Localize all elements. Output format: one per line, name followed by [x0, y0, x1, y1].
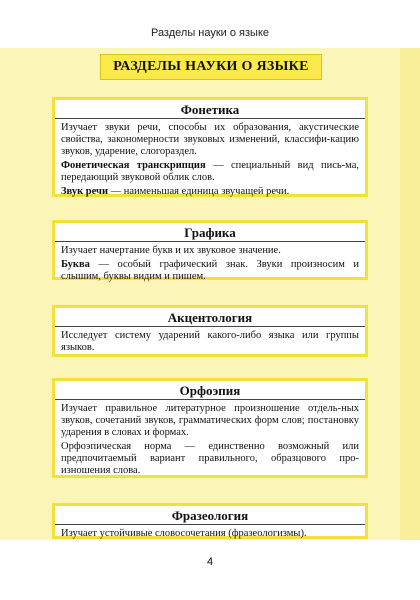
definition-text: — специальный вид пись-ма, передающий звуковой облик слов.	[61, 160, 360, 183]
running-head: Разделы науки о языке	[150, 27, 270, 39]
definition-text: — особый графический знак. Звуки произносим и слышим, буквы видим и пишем.	[61, 259, 359, 282]
page-number: 4	[206, 556, 214, 568]
section-card-orthoepy	[52, 378, 368, 478]
section-card-accentology	[52, 305, 368, 357]
section-text: Изучает начертание букв и их звуковое значение.	[61, 245, 281, 256]
section-heading: Графика	[55, 223, 365, 242]
definition-paragraph	[61, 160, 359, 184]
background-band-edge	[400, 48, 420, 540]
section-heading: Фразеология	[55, 506, 365, 525]
term: Звук речи	[61, 186, 108, 197]
section-text: Орфоэпическая норма — единственно возможный или предпочитаемый вариант правильного, образцового про-изношения слова.	[61, 441, 359, 476]
section-text: Изучает правильное литературное произношение отдель-ных звуков, сочетаний звуков, грамматических форм слов; постановку ударения в словах и формах.	[61, 403, 359, 438]
section-card-phraseology	[52, 503, 368, 539]
term: Буква	[61, 259, 90, 270]
term: Фонетическая транскрипция	[61, 160, 206, 171]
section-text: Изучает звуки речи, способы их образования, акустические свойства, закономерности звуковых изменений, классифи-кацию звуков, ударение, слогораздел.	[61, 122, 359, 157]
page-title: РАЗДЕЛЫ НАУКИ О ЯЗЫКЕ	[100, 54, 322, 80]
section-card-phonetics	[52, 97, 368, 197]
section-text: Изучает устойчивые словосочетания (фразеологизмы).	[61, 528, 307, 539]
section-heading: Фонетика	[55, 100, 365, 119]
definition-paragraph	[61, 259, 359, 283]
section-heading: Акцентология	[55, 308, 365, 327]
section-text: Исследует систему ударений какого-либо языка или группы языков.	[61, 330, 359, 353]
definition-text: — наименьшая единица звучащей речи.	[108, 186, 290, 197]
section-card-graphics	[52, 220, 368, 280]
section-heading: Орфоэпия	[55, 381, 365, 400]
definition-paragraph	[61, 186, 359, 198]
